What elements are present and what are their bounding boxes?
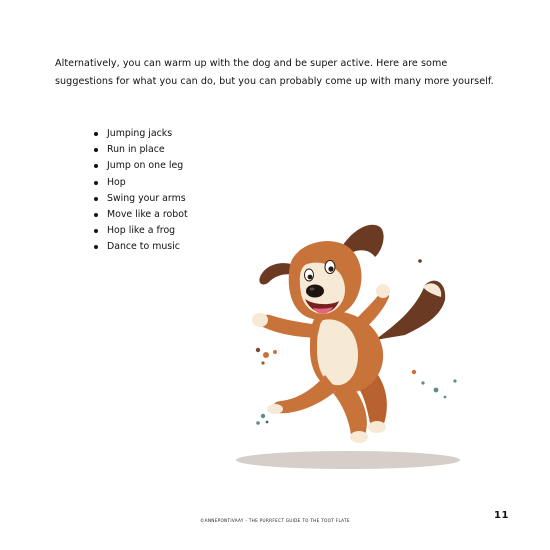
intro-paragraph — [55, 55, 505, 91]
list-item-label: Dance to music — [107, 241, 180, 253]
list-item — [92, 158, 188, 174]
list-item-label: Jumping jacks — [107, 128, 173, 139]
list-item — [92, 239, 188, 255]
list-item-label: Hop like a frog — [107, 225, 176, 237]
list-item-label: Jump on one leg — [107, 160, 184, 172]
list-item — [92, 207, 188, 223]
bullet-icon — [94, 213, 98, 217]
bullet-icon — [94, 148, 98, 152]
list-item — [92, 223, 188, 239]
bullet-icon — [94, 229, 98, 233]
list-item-label: Hop — [107, 176, 126, 188]
intro-line-1: Alternatively, you can warm up with the dog and be super active. Here are some — [55, 58, 448, 69]
list-item-label: Move like a robot — [107, 208, 188, 220]
dog-nose — [306, 285, 324, 298]
bullet-icon — [94, 181, 98, 185]
bullet-icon — [94, 132, 98, 136]
footer-credit: ©ANNEPONTIVAAY - THE PURRFECT GUIDE TO THE TOOT FLATE — [200, 518, 350, 523]
intro-line-2: suggestions for what you can do, but you can probably come up with many more yourself. — [55, 76, 494, 87]
activity-list — [92, 126, 188, 256]
bullet-icon — [94, 245, 98, 249]
list-item — [92, 191, 188, 207]
list-item-label: Run in place — [107, 144, 165, 156]
list-item — [92, 175, 188, 191]
bullet-icon — [94, 164, 98, 168]
ground-shadow — [236, 451, 460, 469]
list-item-label: Swing your arms — [107, 192, 186, 204]
page-number: 11 — [494, 510, 509, 521]
list-item — [92, 126, 188, 142]
jumping-dog-illustration — [225, 205, 465, 475]
bullet-icon — [94, 197, 98, 201]
list-item — [92, 142, 188, 158]
